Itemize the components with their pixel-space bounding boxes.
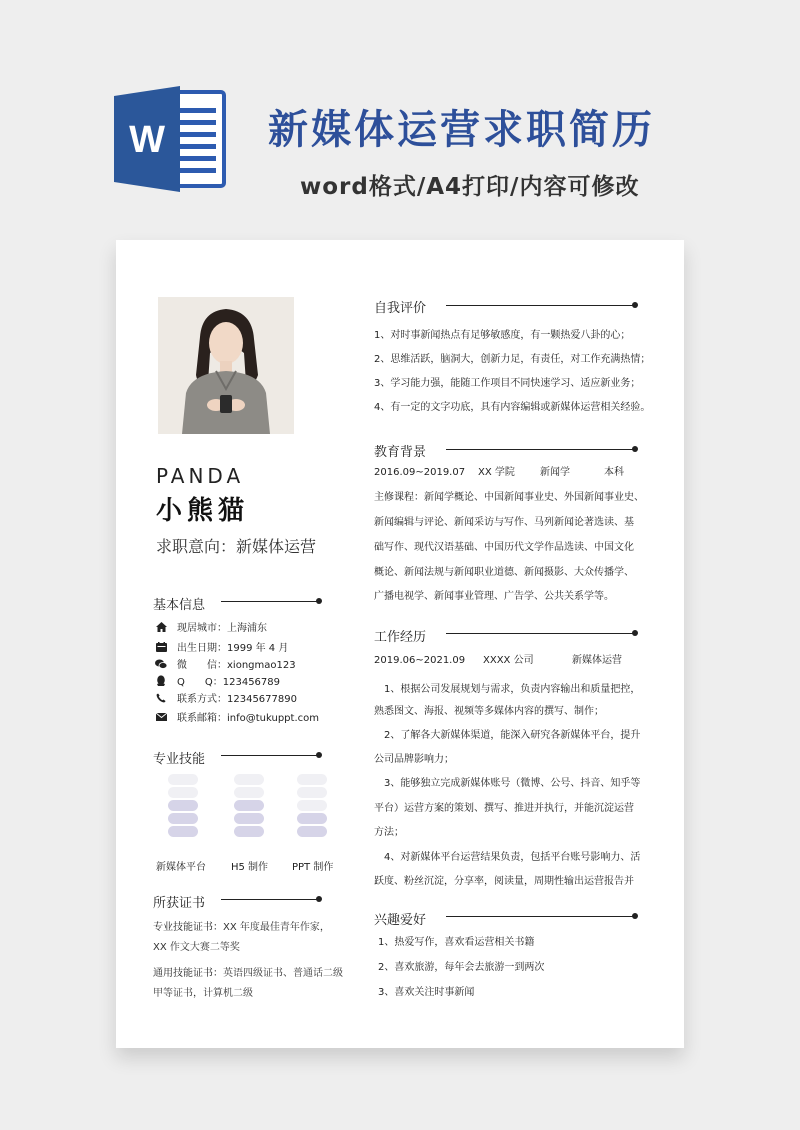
self-eval-line: 3、学习能力强，能随工作项目不同快速学习、适应新业务； bbox=[374, 378, 641, 389]
wechat-icon bbox=[155, 659, 167, 669]
work-period: 2019.06~2021.09 bbox=[374, 655, 466, 666]
work-company: XXXX 公司 bbox=[483, 655, 534, 666]
info-wechat: 微 信：xiongmao123 bbox=[155, 656, 296, 671]
edu-period: 2016.09~2019.07 bbox=[374, 467, 466, 478]
section-dot bbox=[316, 896, 322, 902]
work-line: 方法； bbox=[374, 827, 404, 838]
skill-label-ppt: PPT 制作 bbox=[292, 862, 334, 873]
section-rule bbox=[446, 449, 636, 450]
header-title: 新媒体运营求职简历 bbox=[268, 107, 655, 153]
self-eval-line: 1、对时事新闻热点有足够敏感度，有一颗热爱八卦的心； bbox=[374, 330, 631, 341]
skill-level-pill bbox=[234, 826, 264, 837]
section-title-skills: 专业技能 bbox=[153, 752, 206, 767]
cert-general-value: 英语四级证书、普通话二级甲等证书，计算机二级 bbox=[153, 968, 343, 999]
edu-school: XX 学院 bbox=[478, 467, 515, 478]
skill-level-pill bbox=[168, 787, 198, 798]
cert-professional bbox=[153, 918, 343, 958]
section-title-certificates: 所获证书 bbox=[153, 896, 206, 911]
name-english: PANDA bbox=[156, 464, 245, 488]
info-phone: 联系方式：12345677890 bbox=[155, 690, 297, 705]
mail-icon bbox=[155, 712, 167, 722]
calendar-icon bbox=[155, 642, 167, 652]
section-dot bbox=[632, 302, 638, 308]
section-dot bbox=[632, 630, 638, 636]
skill-level-pill bbox=[297, 787, 327, 798]
section-title-hobbies: 兴趣爱好 bbox=[374, 913, 427, 928]
section-dot bbox=[316, 598, 322, 604]
skill-level-pill bbox=[297, 774, 327, 785]
self-eval-line: 2、思维活跃，脑洞大，创新力足，有责任，对工作充满热情； bbox=[374, 354, 651, 365]
skill-level-pill bbox=[297, 813, 327, 824]
word-logo-letter: W bbox=[129, 119, 165, 161]
section-rule bbox=[221, 755, 319, 756]
edu-line: 新闻编辑与评论、新闻采访与写作、马列新闻论著选读、基 bbox=[374, 517, 634, 528]
qq-icon bbox=[155, 676, 167, 686]
skill-level-pill bbox=[168, 774, 198, 785]
work-line: 跃度、粉丝沉淀，分享率，阅读量，周期性输出运营报告并 bbox=[374, 876, 634, 887]
skill-label-h5: H5 制作 bbox=[231, 862, 269, 873]
info-qq: Q Q：123456789 bbox=[155, 673, 280, 688]
cert-general bbox=[153, 964, 343, 1004]
skill-level-pill bbox=[168, 800, 198, 811]
home-icon bbox=[155, 622, 167, 632]
section-title-self-eval: 自我评价 bbox=[374, 301, 427, 316]
section-dot bbox=[316, 752, 322, 758]
phone-icon bbox=[155, 693, 167, 703]
edu-line: 广播电视学、新闻事业管理、广告学、公共关系学等。 bbox=[374, 591, 614, 602]
cert-professional-value: XX 年度最佳青年作家，XX 作文大赛二等奖 bbox=[153, 922, 330, 953]
section-title-basic-info: 基本信息 bbox=[153, 598, 206, 613]
section-dot bbox=[632, 913, 638, 919]
skill-level-pill bbox=[234, 813, 264, 824]
work-line: 2、了解各大新媒体渠道，能深入研究各新媒体平台，提升 bbox=[374, 730, 641, 741]
section-rule bbox=[446, 916, 636, 917]
edu-line: 概论、新闻法规与新闻职业道德、新闻摄影、大众传播学、 bbox=[374, 567, 634, 578]
section-rule bbox=[221, 899, 319, 900]
hobby-line: 3、喜欢关注时事新闻 bbox=[378, 987, 475, 998]
section-title-education: 教育背景 bbox=[374, 445, 427, 460]
section-rule bbox=[221, 601, 319, 602]
work-position: 新媒体运营 bbox=[572, 655, 622, 666]
section-rule bbox=[446, 633, 636, 634]
header-subtitle: word格式/A4打印/内容可修改 bbox=[300, 174, 640, 200]
skill-level-pill bbox=[168, 826, 198, 837]
skill-level-pill bbox=[234, 800, 264, 811]
section-title-work: 工作经历 bbox=[374, 630, 427, 645]
section-rule bbox=[446, 305, 636, 306]
edu-line: 主修课程：新闻学概论、中国新闻事业史、外国新闻事业史、 bbox=[374, 492, 644, 503]
word-logo-icon bbox=[114, 86, 226, 192]
profile-photo bbox=[158, 297, 294, 434]
edu-degree: 本科 bbox=[604, 467, 624, 478]
work-line: 平台）运营方案的策划、撰写、推进并执行，并能沉淀运营 bbox=[374, 803, 634, 814]
skill-level-pill bbox=[297, 826, 327, 837]
skill-level-pill bbox=[168, 813, 198, 824]
skill-label-new-media: 新媒体平台 bbox=[156, 862, 206, 873]
work-line: 3、能够独立完成新媒体账号（微博、公号、抖音、知乎等 bbox=[374, 778, 641, 789]
skill-level-pill bbox=[297, 800, 327, 811]
info-birth: 出生日期：1999 年 4 月 bbox=[155, 639, 288, 654]
work-line: 公司品牌影响力； bbox=[374, 754, 454, 765]
cert-general-key: 通用技能证书： bbox=[153, 968, 223, 979]
section-dot bbox=[632, 446, 638, 452]
cert-professional-key: 专业技能证书： bbox=[153, 922, 223, 933]
work-line: 1、根据公司发展规划与需求，负责内容输出和质量把控， bbox=[374, 684, 641, 695]
work-line: 4、对新媒体平台运营结果负责，包括平台账号影响力、活 bbox=[374, 852, 641, 863]
edu-major: 新闻学 bbox=[540, 467, 570, 478]
self-eval-line: 4、有一定的文字功底，具有内容编辑或新媒体运营相关经验。 bbox=[374, 402, 651, 413]
name-chinese: 小熊猫 bbox=[156, 496, 250, 526]
hobby-line: 2、喜欢旅游，每年会去旅游一到两次 bbox=[378, 962, 545, 973]
info-city: 现居城市：上海浦东 bbox=[155, 619, 267, 634]
edu-line: 础写作、现代汉语基础、中国历代文学作品选读、中国文化 bbox=[374, 542, 634, 553]
info-email: 联系邮箱：info@tukuppt.com bbox=[155, 709, 319, 724]
hobby-line: 1、热爱写作，喜欢看运营相关书籍 bbox=[378, 937, 535, 948]
work-line: 熟悉图文、海报、视频等多媒体内容的撰写、制作； bbox=[374, 706, 604, 717]
job-intent: 求职意向：新媒体运营 bbox=[156, 537, 317, 556]
skill-level-pill bbox=[234, 774, 264, 785]
skill-level-pill bbox=[234, 787, 264, 798]
